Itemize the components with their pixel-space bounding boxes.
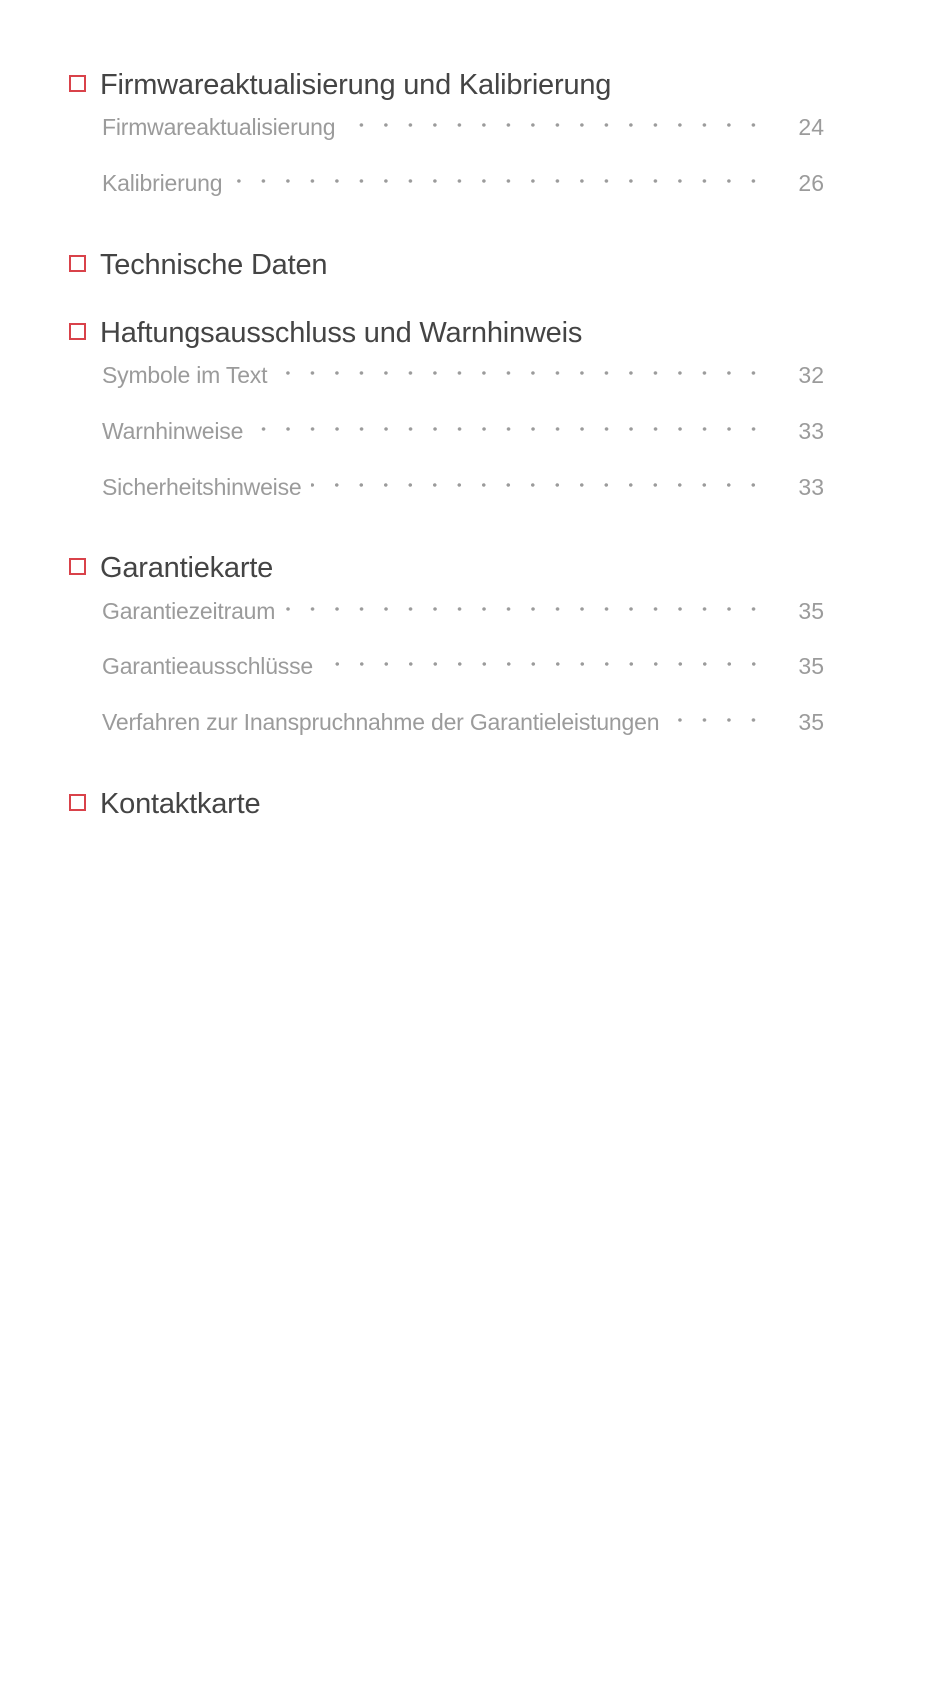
- section-title: Garantiekarte: [100, 551, 274, 584]
- toc-entry-kalibrierung[interactable]: [102, 165, 824, 201]
- toc-entry-warnhinweise[interactable]: [102, 413, 824, 449]
- page-number: 33: [798, 473, 824, 500]
- dot-leader: [323, 662, 766, 666]
- entry-label: Symbole im Text: [102, 361, 268, 388]
- entry-label: Kalibrierung: [102, 169, 223, 196]
- dot-leader: [232, 179, 766, 183]
- entry-label: Firmwareaktualisierung: [102, 113, 336, 140]
- toc-entry-garantieausschluesse[interactable]: [102, 648, 824, 684]
- checkbox-icon: [69, 794, 86, 811]
- checkbox-icon: [69, 323, 86, 340]
- entry-label: Warnhinweise: [102, 417, 244, 444]
- toc-entry-firmwareaktualisierung[interactable]: [102, 109, 824, 145]
- dot-leader: [277, 371, 766, 375]
- toc-entry-symbole-im-text[interactable]: [102, 357, 824, 393]
- dot-leader: [345, 123, 766, 127]
- toc-section-technische-daten[interactable]: [69, 247, 327, 283]
- dot-leader: [285, 607, 766, 611]
- section-title: Firmwareaktualisierung und Kalibrierung: [100, 68, 612, 101]
- dot-leader: [253, 427, 766, 431]
- entry-label: Sicherheitshinweise: [102, 473, 302, 500]
- checkbox-icon: [69, 558, 86, 575]
- section-title: Technische Daten: [100, 248, 328, 281]
- entry-label: Verfahren zur Inanspruchnahme der Garantieleistungen: [102, 708, 660, 735]
- dot-leader: [669, 718, 766, 722]
- dot-leader: [311, 483, 766, 487]
- page-number: 35: [798, 652, 824, 679]
- toc-section-haftungsausschluss[interactable]: [69, 315, 582, 351]
- toc-section-garantiekarte[interactable]: [69, 550, 273, 586]
- section-title: Haftungsausschluss und Warnhinweis: [100, 316, 583, 349]
- page-number: 35: [798, 597, 824, 624]
- page-number: 32: [798, 361, 824, 388]
- checkbox-icon: [69, 255, 86, 272]
- page-number: 26: [798, 169, 824, 196]
- toc-section-kontaktkarte[interactable]: [69, 786, 260, 822]
- toc-entry-garantiezeitraum[interactable]: [102, 593, 824, 629]
- toc-entry-sicherheitshinweise[interactable]: [102, 469, 824, 505]
- toc-section-firmware[interactable]: [69, 67, 611, 103]
- toc-entry-verfahren-garantieleistungen[interactable]: [102, 704, 824, 740]
- entry-label: Garantiezeitraum: [102, 597, 276, 624]
- entry-label: Garantieausschlüsse: [102, 652, 313, 679]
- checkbox-icon: [69, 75, 86, 92]
- page-number: 33: [798, 417, 824, 444]
- page-number: 35: [798, 708, 824, 735]
- section-title: Kontaktkarte: [100, 787, 261, 820]
- page-number: 24: [798, 113, 824, 140]
